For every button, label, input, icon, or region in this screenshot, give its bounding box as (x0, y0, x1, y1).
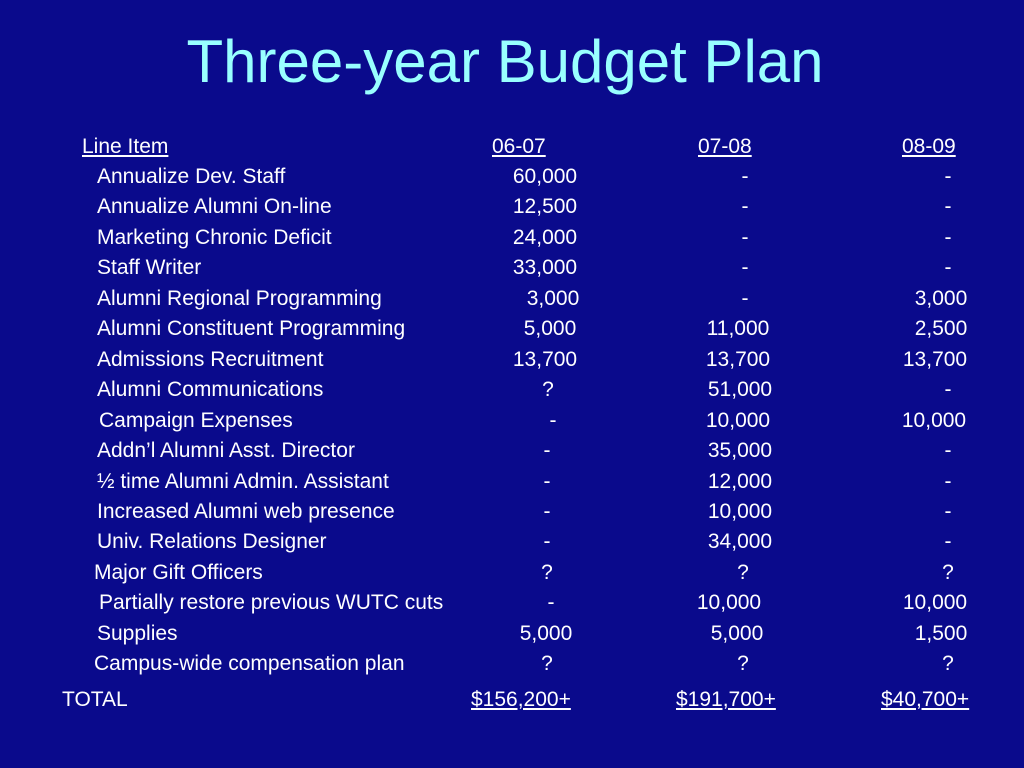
line-item-label: Marketing Chronic Deficit (97, 226, 332, 249)
value-08-09: - (944, 378, 952, 401)
value-07-08: - (741, 195, 749, 218)
header-col-08-09: 08-09 (902, 135, 956, 158)
value-08-09: - (944, 470, 952, 493)
line-item-label: Alumni Communications (97, 378, 324, 401)
line-item-label: Annualize Dev. Staff (97, 165, 286, 188)
line-item-label: Campus-wide compensation plan (94, 652, 405, 675)
header-col-07-08: 07-08 (698, 135, 752, 158)
line-item-label: Major Gift Officers (94, 561, 263, 584)
value-08-09: 1,500 (914, 622, 968, 645)
value-06-07: ? (542, 378, 554, 401)
value-06-07: 13,700 (512, 348, 578, 371)
value-08-09: 2,500 (914, 317, 968, 340)
value-06-07: - (549, 409, 557, 432)
value-07-08: 12,000 (707, 470, 773, 493)
value-06-07: - (543, 500, 551, 523)
slide-title: Three-year Budget Plan (186, 28, 824, 95)
value-06-07: 12,500 (512, 195, 578, 218)
value-06-07: - (543, 530, 551, 553)
value-08-09: - (944, 226, 952, 249)
value-08-09: - (944, 439, 952, 462)
value-07-08: ? (737, 561, 749, 584)
value-08-09: 10,000 (901, 409, 967, 432)
line-item-label: ½ time Alumni Admin. Assistant (97, 470, 389, 493)
value-07-08: 10,000 (696, 591, 762, 614)
value-06-07: 24,000 (512, 226, 578, 249)
header-line-item: Line Item (82, 135, 169, 158)
value-07-08: 35,000 (707, 439, 773, 462)
value-08-09: - (944, 165, 952, 188)
value-06-07: - (543, 470, 551, 493)
value-06-07: 33,000 (512, 256, 578, 279)
value-07-08: - (741, 256, 749, 279)
value-06-07: ? (541, 652, 553, 675)
value-08-09: - (944, 530, 952, 553)
line-item-label: Staff Writer (97, 256, 202, 279)
value-08-09: - (944, 500, 952, 523)
value-08-09: - (944, 256, 952, 279)
line-item-label: Alumni Regional Programming (97, 287, 382, 310)
line-item-label: Alumni Constituent Programming (97, 317, 406, 340)
line-item-label: Addn’l Alumni Asst. Director (97, 439, 355, 462)
line-item-label: Annualize Alumni On-line (97, 195, 332, 218)
line-item-label: Supplies (97, 622, 178, 645)
value-07-08: ? (737, 652, 749, 675)
value-08-09: - (944, 195, 952, 218)
value-07-08: 13,700 (705, 348, 771, 371)
value-08-09: 13,700 (902, 348, 968, 371)
value-06-07: 5,000 (519, 622, 573, 645)
value-08-09: 3,000 (914, 287, 968, 310)
value-07-08: - (741, 165, 749, 188)
value-06-07: - (547, 591, 555, 614)
line-item-label: Admissions Recruitment (97, 348, 324, 371)
line-item-label: Partially restore previous WUTC cuts (99, 591, 444, 614)
total-label: TOTAL (62, 688, 128, 711)
value-08-09: ? (942, 652, 954, 675)
value-06-07: 3,000 (526, 287, 580, 310)
value-07-08: 11,000 (706, 317, 770, 340)
value-08-09: ? (942, 561, 954, 584)
value-07-08: 34,000 (707, 530, 773, 553)
value-07-08: - (741, 287, 749, 310)
value-06-07: 60,000 (512, 165, 578, 188)
line-item-label: Univ. Relations Designer (97, 530, 327, 553)
header-col-06-07: 06-07 (492, 135, 546, 158)
value-07-08: 51,000 (707, 378, 773, 401)
value-06-07: - (543, 439, 551, 462)
total-07-08: $191,700+ (676, 688, 776, 711)
line-item-label: Campaign Expenses (99, 409, 293, 432)
value-07-08: 10,000 (707, 500, 773, 523)
value-07-08: 5,000 (710, 622, 764, 645)
value-07-08: 10,000 (705, 409, 771, 432)
total-08-09: $40,700+ (881, 688, 970, 711)
value-06-07: ? (541, 561, 553, 584)
value-07-08: - (741, 226, 749, 249)
total-06-07: $156,200+ (471, 688, 571, 711)
line-item-label: Increased Alumni web presence (97, 500, 395, 523)
value-08-09: 10,000 (902, 591, 968, 614)
value-06-07: 5,000 (523, 317, 577, 340)
